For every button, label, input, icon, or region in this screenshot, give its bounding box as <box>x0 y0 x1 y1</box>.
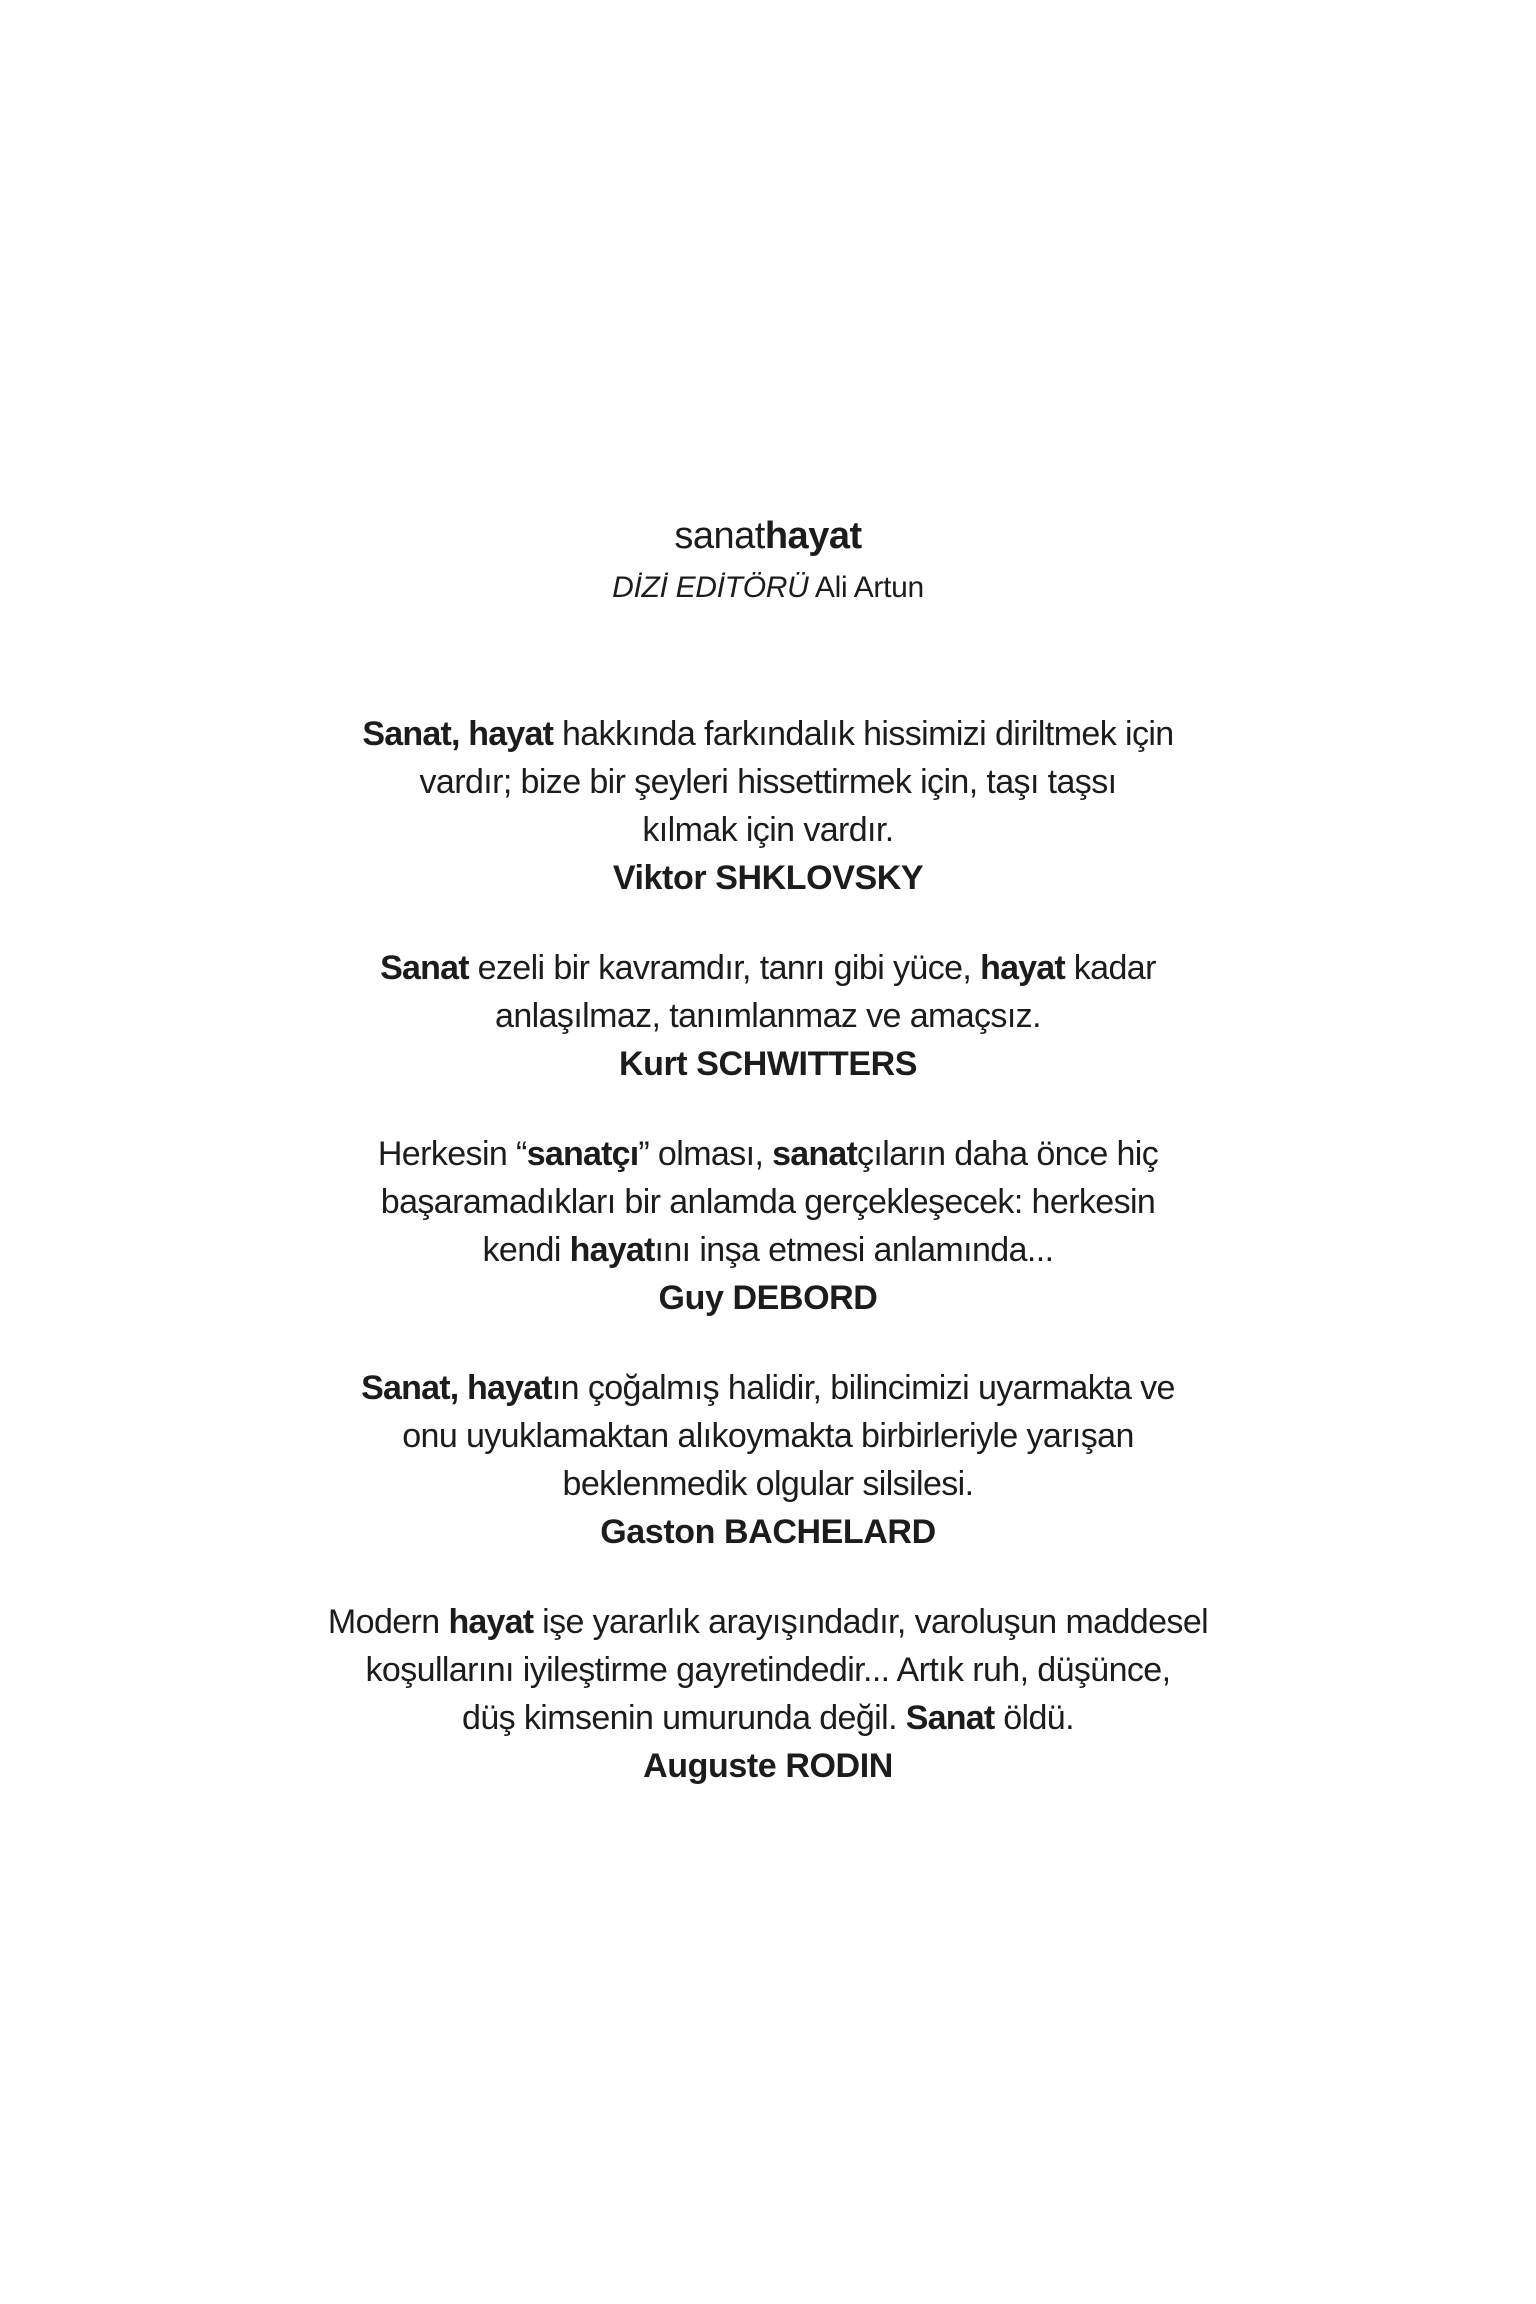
quote-block-shklovsky <box>238 710 1298 902</box>
series-title-sanat: sanat <box>674 515 765 557</box>
quotes-list <box>0 710 1536 1790</box>
quote-attribution: Gaston BACHELARD <box>600 1513 936 1551</box>
series-editor-name: Ali Artun <box>814 571 924 604</box>
quote-block-schwitters <box>238 944 1298 1088</box>
quote-text: Modern hayat işe yararlık arayışındadır, varoluşun maddesel koşullarını iyileştirme gayretindedir... Artık ruh, düşünce, düş kimsenin umurunda değil. Sanat öldü. <box>327 1603 1209 1737</box>
series-title <box>0 516 1536 556</box>
series-masthead <box>0 516 1536 606</box>
series-editor-line <box>0 570 1536 606</box>
series-editor-label: DİZİ EDİTÖRÜ <box>612 571 809 604</box>
quote-text: Sanat ezeli bir kavramdır, tanrı gibi yüce, hayat kadar anlaşılmaz, tanımlanmaz ve amaçsız. <box>380 949 1156 1035</box>
quote-block-rodin <box>238 1598 1298 1790</box>
quote-block-debord <box>238 1130 1298 1322</box>
quote-attribution: Viktor SHKLOVSKY <box>612 859 924 897</box>
quote-text: Sanat, hayat hakkında farkındalık hissimizi diriltmek için vardır; bize bir şeyleri hissettirmek için, taşı taşsı kılmak için vardır. <box>362 715 1174 849</box>
series-title-hayat: hayat <box>764 515 862 557</box>
quote-text: Sanat, hayatın çoğalmış halidir, bilincimizi uyarmakta ve onu uyuklamaktan alıkoymakta birbirleriyle yarışan beklenmedik olgular silsilesi. <box>361 1369 1175 1503</box>
quote-block-bachelard <box>238 1364 1298 1556</box>
quote-attribution: Guy DEBORD <box>658 1279 878 1317</box>
quote-attribution: Auguste RODIN <box>643 1747 893 1785</box>
quote-attribution: Kurt SCHWITTERS <box>618 1045 918 1083</box>
quote-text: Herkesin “sanatçı” olması, sanatçıların daha önce hiç başaramadıkları bir anlamda gerçekleşecek: herkesin kendi hayatını inşa etmesi anlamında... <box>377 1135 1159 1269</box>
